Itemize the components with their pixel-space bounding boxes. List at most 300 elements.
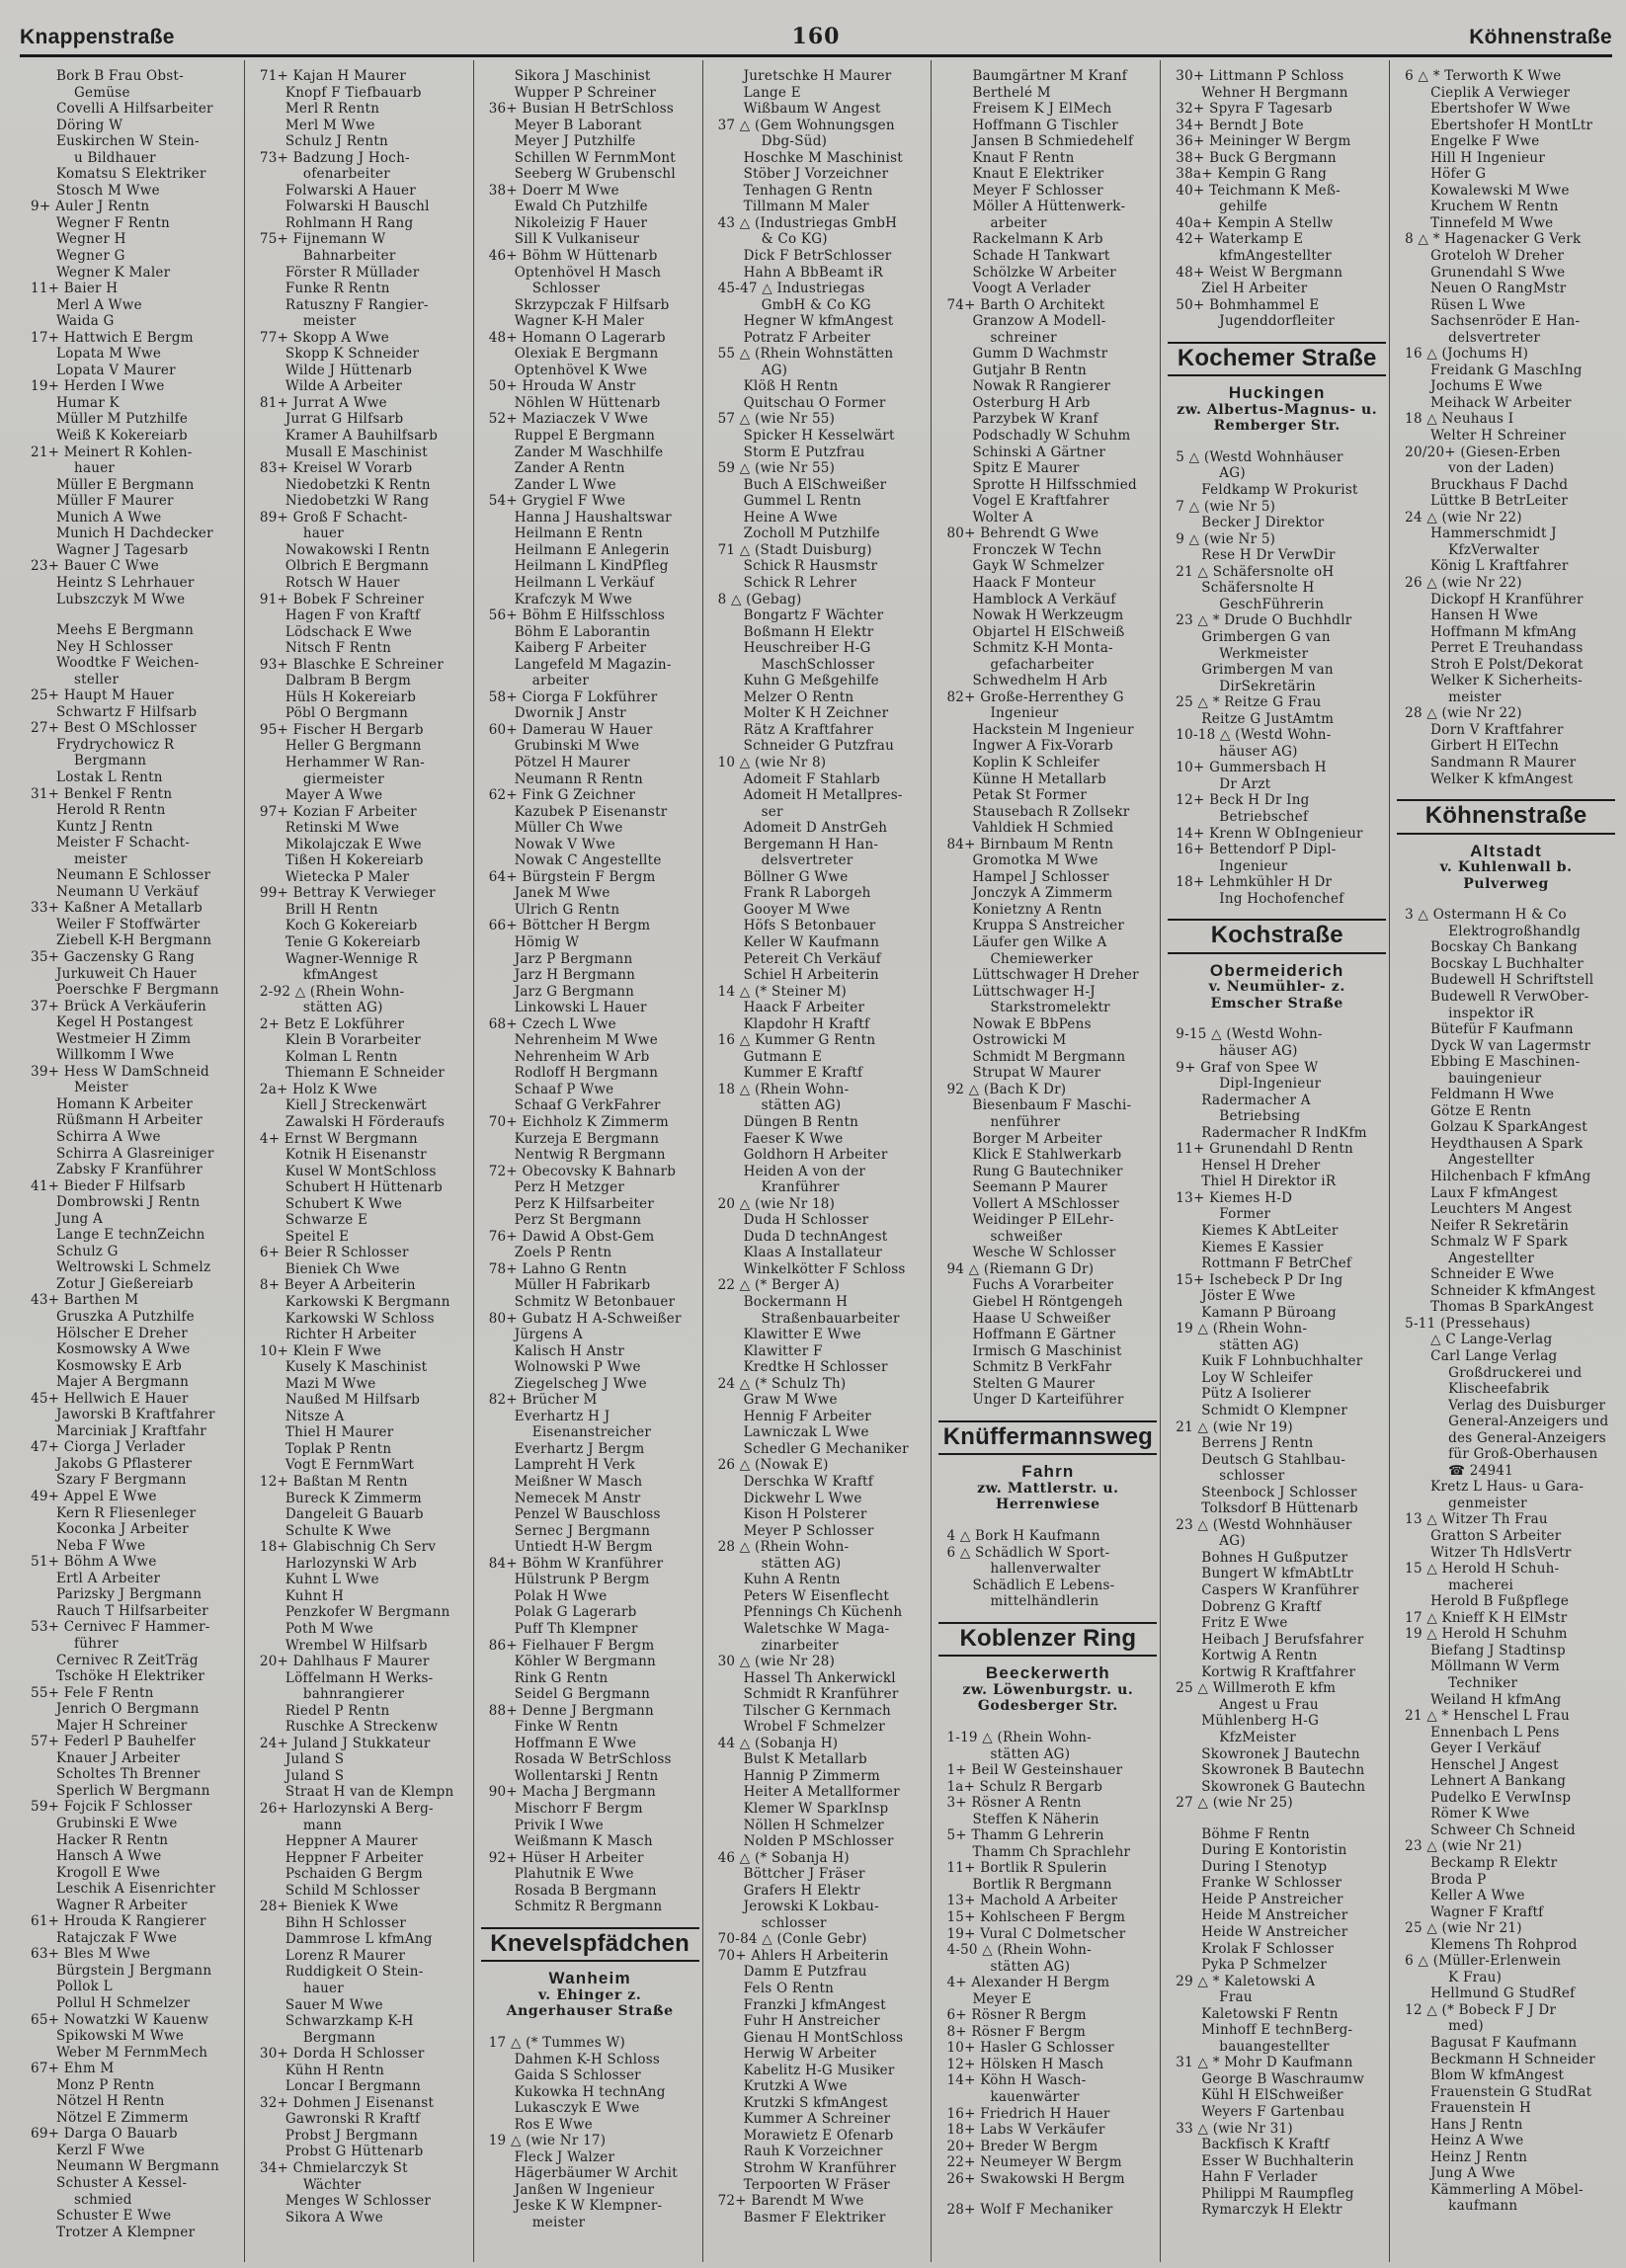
entry-line: Molter K H Zeichner xyxy=(743,705,889,722)
entry-line: 36+ Busian H BetrSchloss xyxy=(488,101,675,118)
entry-line: 44 △ (Sobanja H) xyxy=(717,1735,839,1751)
entry-line: Kosmowsky E Arb xyxy=(56,1357,183,1374)
entry-line: 1-19 △ (Rhein Wohn- xyxy=(946,1729,1092,1745)
entry-line: Schirra A Glasreiniger xyxy=(56,1145,214,1162)
entry-line: 15+ Ischebeck P Dr Ing xyxy=(1176,1271,1343,1288)
entry-continuation-line: & Co KG) xyxy=(761,231,828,248)
entry-line: Jaworski B Kraftfahrer xyxy=(56,1407,215,1423)
entry-continuation-line: AG) xyxy=(1219,1533,1246,1550)
entry-line: Peters W Eisenflecht xyxy=(743,1587,890,1604)
entry-line: Frank R Laborgeh xyxy=(743,885,871,902)
entry-line: 32+ Dohmen J Eisenanst xyxy=(259,2094,435,2111)
entry-line: Merl M Wwe xyxy=(285,117,375,133)
entry-line: Ingwer A Fix-Vorarb xyxy=(972,738,1114,755)
entry-line: Franzki J kfmAngest xyxy=(743,1996,886,2013)
entry-line: Nolden P MSchlosser xyxy=(743,1833,894,1850)
entry-line: 80+ Gubatz H A-Schweißer xyxy=(488,1310,682,1327)
entry-line: Jonczyk A Zimmerm xyxy=(972,885,1113,902)
entry-line: 26+ Swakowski H Bergm xyxy=(946,2170,1125,2187)
entry-line: Biesenbaum F Maschi- xyxy=(972,1097,1132,1114)
entry-line: 18 △ Neuhaus I xyxy=(1405,411,1514,428)
entry-line: Puff Th Klempner xyxy=(514,1620,638,1637)
entry-line: Schade H Tankwart xyxy=(972,248,1110,265)
entry-line: Sernec J Bergmann xyxy=(514,1522,651,1539)
entry-line: Toplak P Rentn xyxy=(285,1440,392,1457)
entry-line: 16 △ (Jochums H) xyxy=(1405,346,1529,363)
entry-line: Lorenz R Maurer xyxy=(285,1947,406,1964)
directory-column xyxy=(931,60,1160,2262)
entry-line: Schmidt M Bergmann xyxy=(972,1048,1126,1065)
entry-line: 3+ Rösner A Rentn xyxy=(946,1795,1082,1812)
entry-line: 27 △ (wie Nr 25) xyxy=(1176,1795,1293,1812)
entry-line: Sachsenröder E Han- xyxy=(1430,313,1581,330)
entry-line: 26 △ (wie Nr 22) xyxy=(1405,574,1522,591)
entry-line: Grimbergen G van xyxy=(1201,628,1331,645)
entry-line: 43 △ (Industriegas GmbH xyxy=(717,214,898,231)
entry-line: Adomeit H Metallpres- xyxy=(743,787,903,804)
entry-line: Hans J Rentn xyxy=(1430,2116,1523,2133)
entry-continuation-line: Klischeefabrik xyxy=(1448,1381,1550,1398)
entry-line: 84+ Birnbaum M Rentn xyxy=(946,836,1114,852)
entry-line: 90+ Macha J Bergmann xyxy=(488,1784,656,1801)
entry-line: 92+ Hüser H Arbeiter xyxy=(488,1849,644,1866)
entry-line: Wegner K Maler xyxy=(56,264,171,281)
entry-line: Klemens Th Rohprod xyxy=(1430,1936,1578,1953)
entry-line: 78+ Lahno G Rentn xyxy=(488,1260,627,1277)
entry-line: Neumann E Schlosser xyxy=(56,867,211,884)
spacer xyxy=(1168,435,1386,449)
entry-line: Ruschke A Streckenw xyxy=(285,1719,439,1736)
entry-line: Tißen H Kokereiarb xyxy=(285,852,424,869)
entry-line: Harlozynski W Arb xyxy=(285,1555,417,1572)
entry-line: Knauer J Arbeiter xyxy=(56,1749,181,1766)
entry-line: 23 △ (Westd Wohnhäuser xyxy=(1176,1516,1352,1533)
entry-line: 71 △ (Stadt Duisburg) xyxy=(717,541,872,558)
entry-line: 82+ Brücher M xyxy=(488,1392,598,1409)
entry-line: Duda H Schlosser xyxy=(743,1212,869,1229)
entry-line: Schulz J Rentn xyxy=(285,133,388,150)
entry-line: Gayk W Schmelzer xyxy=(972,558,1104,575)
entry-line: Hacker R Rentn xyxy=(56,1831,169,1848)
entry-line: Rackelmann K Arb xyxy=(972,231,1103,248)
entry-line: Bihn H Schlosser xyxy=(285,1914,407,1931)
entry-line: Krolak F Schlosser xyxy=(1201,1940,1335,1957)
entry-line: Heide P Anstreicher xyxy=(1201,1891,1343,1907)
entry-line: 92 △ (Bach K Dr) xyxy=(946,1081,1067,1097)
entry-line: Rosada W BetrSchloss xyxy=(514,1751,672,1768)
entry-line: Musall E Maschinist xyxy=(285,444,428,460)
entry-line: Potratz F Arbeiter xyxy=(743,329,871,346)
entry-line: 12 △ (* Bobeck F J Dr xyxy=(1405,2001,1557,2018)
entry-line: 26 △ (Nowak E) xyxy=(717,1457,829,1474)
entry-line: 53+ Cernivec F Hammer- xyxy=(31,1619,210,1636)
entry-line: Henschel J Angest xyxy=(1430,1756,1559,1773)
entry-line: 19 △ Herold H Schuhm xyxy=(1405,1626,1568,1643)
entry-continuation-line: schlosser xyxy=(761,1914,827,1931)
entry-line: Westmeier H Zimm xyxy=(56,1030,192,1047)
entry-line: Kamann P Büroang xyxy=(1201,1304,1337,1321)
entry-continuation-line: nenführer xyxy=(990,1114,1061,1130)
entry-line: Parizsky J Bergmann xyxy=(56,1586,203,1603)
entry-line: Damm E Putzfrau xyxy=(743,1964,867,1981)
entry-line: Hensel H Dreher xyxy=(1201,1157,1321,1174)
entry-line: 10+ Gummersbach H xyxy=(1176,760,1327,776)
entry-line: 54+ Grygiel F Wwe xyxy=(488,493,626,510)
entry-line: Geyer I Verkäuf xyxy=(1430,1741,1541,1757)
entry-line: Perz H Metzger xyxy=(514,1179,625,1196)
entry-line: Fritz E Wwe xyxy=(1201,1615,1288,1632)
entry-line: 45+ Hellwich E Hauer xyxy=(31,1390,189,1407)
entry-line: Knaut F Rentn xyxy=(972,149,1075,166)
entry-line: Skopp K Schneider xyxy=(285,346,420,363)
entry-line: 24+ Juland J Stukkateur xyxy=(259,1735,431,1751)
district-subnote: Remberger Str. xyxy=(1213,418,1341,435)
entry-line: 80+ Behrendt G Wwe xyxy=(946,526,1099,542)
entry-line: Bongartz F Wächter xyxy=(743,608,884,624)
entry-line: Heppner F Arbeiter xyxy=(285,1849,424,1866)
entry-line: Neumann U Verkäuf xyxy=(56,883,199,900)
entry-line: Borger M Arbeiter xyxy=(972,1130,1102,1147)
entry-line: Wolnowski P Wwe xyxy=(514,1359,641,1376)
entry-continuation-line: genmeister xyxy=(1448,1495,1527,1511)
street-heading: Knevelspfädchen xyxy=(481,1927,699,1963)
entry-line: Schubert H Hüttenarb xyxy=(285,1179,444,1196)
entry-line: Schneider E Wwe xyxy=(1430,1266,1555,1283)
entry-line: 31 △ * Mohr D Kaufmann xyxy=(1176,2055,1353,2071)
entry-continuation-line: GmbH & Co KG xyxy=(761,296,871,313)
entry-line: Heuschreiber H-G xyxy=(743,640,871,657)
entry-line: 71+ Kajan H Maurer xyxy=(259,68,407,84)
entry-line: Nitsze A xyxy=(285,1408,345,1424)
entry-line: 8 △ * Hagenacker G Verk xyxy=(1405,231,1582,248)
entry-line: Covelli A Hilfsarbeiter xyxy=(56,101,213,118)
entry-line: Nowakowski I Rentn xyxy=(285,541,431,558)
entry-line: Thomas B SparkAngest xyxy=(1430,1299,1594,1316)
entry-line: König L Kraftfahrer xyxy=(1430,558,1569,575)
entry-line: Backfisch K Kraftf xyxy=(1201,2137,1330,2153)
entry-line: Gratton S Arbeiter xyxy=(1430,1528,1562,1545)
directory-column xyxy=(244,60,473,2262)
entry-line: Nötzel H Rentn xyxy=(56,2093,165,2110)
district-subnote: Herrenwiese xyxy=(996,1497,1100,1513)
entry-line: Duda D technAngest xyxy=(743,1228,888,1245)
entry-continuation-line: delsvertreter xyxy=(1448,329,1541,346)
entry-line: Karkowski K Bergmann xyxy=(285,1294,450,1311)
entry-line: Finke W Rentn xyxy=(514,1719,618,1736)
entry-line: Lostak L Rentn xyxy=(56,769,163,785)
entry-line: Hölscher E Dreher xyxy=(56,1325,188,1341)
entry-line: 94 △ (Riemann G Dr) xyxy=(946,1260,1095,1277)
entry-continuation-line: meister xyxy=(74,850,127,867)
entry-line: Menges W Schlosser xyxy=(285,2193,432,2210)
entry-line: Beckamp R Elektr xyxy=(1430,1854,1558,1871)
entry-line: Reitze G JustAmtm xyxy=(1201,710,1335,727)
entry-line: Strohm W Kranführer xyxy=(743,2160,897,2176)
entry-line: Kretz L Haus- u Gara- xyxy=(1430,1479,1585,1496)
entry-continuation-line: med) xyxy=(1448,2018,1484,2035)
entry-line: Buch A ElSchweißer xyxy=(743,476,887,493)
entry-continuation-line: gefacharbeiter xyxy=(990,656,1095,673)
entry-line: Schweer Ch Schneid xyxy=(1430,1822,1576,1838)
entry-line: 91+ Bobek F Schreiner xyxy=(259,591,425,608)
entry-line: Poerschke F Bergmann xyxy=(56,982,219,999)
entry-continuation-line: für Groß-Oberhausen xyxy=(1448,1446,1598,1463)
entry-line: Hoffmann M kfmAng xyxy=(1430,623,1578,640)
entry-line: Voogt A Verlader xyxy=(972,281,1092,297)
entry-line: 12+ Beck H Dr Ing xyxy=(1176,792,1310,809)
entry-line: Kiell J Streckenwärt xyxy=(285,1097,427,1114)
entry-line: Mazi M Wwe xyxy=(285,1375,376,1392)
entry-line: Gruszka A Putzhilfe xyxy=(56,1309,195,1326)
entry-continuation-line: Werkmeister xyxy=(1219,645,1309,662)
entry-line: Kusel W MontSchloss xyxy=(285,1163,437,1179)
entry-line: Haack F Arbeiter xyxy=(743,1000,865,1016)
entry-line: Steenbock J Schlosser xyxy=(1201,1484,1357,1500)
entry-line: 11+ Grunendahl D Rentn xyxy=(1176,1141,1353,1158)
entry-line: Monz P Rentn xyxy=(56,2076,155,2093)
entry-continuation-line: meister xyxy=(302,313,357,330)
entry-line: Willkomm I Wwe xyxy=(56,1047,175,1064)
directory-column xyxy=(16,60,244,2262)
header-street-left: Knappenstraße xyxy=(20,26,175,48)
entry-line: Hennig F Arbeiter xyxy=(743,1408,871,1424)
entry-line: 36+ Meininger W Bergm xyxy=(1176,133,1351,150)
entry-line: Rauh K Vorzeichner xyxy=(743,2144,883,2160)
entry-line: Scholtes Th Brenner xyxy=(56,1766,201,1783)
entry-line: Vogt E FernmWart xyxy=(285,1457,415,1474)
entry-line: Schmidt R Kranführer xyxy=(743,1686,899,1703)
entry-line: Broda P xyxy=(1430,1871,1487,1888)
entry-line: Ennenbach L Pens xyxy=(1430,1724,1560,1741)
entry-continuation-line: führer xyxy=(74,1635,119,1652)
entry-line: Hilchenbach F kfmAng xyxy=(1430,1169,1591,1184)
entry-line: Nöhlen W Hüttenarb xyxy=(514,394,661,411)
entry-line: Klöß H Rentn xyxy=(743,378,839,395)
entry-line: Wollentarski J Rentn xyxy=(514,1767,659,1784)
entry-line: 41+ Bieder F Hilfsarb xyxy=(31,1177,186,1194)
entry-line: Derschka W Kraftf xyxy=(743,1474,873,1491)
entry-continuation-line: inspektor iR xyxy=(1448,1005,1534,1021)
entry-line: Keller W Kaufmann xyxy=(743,933,880,950)
entry-line: Kortwig A Rentn xyxy=(1201,1648,1318,1664)
entry-line: Zander M Waschhilfe xyxy=(514,444,664,460)
entry-line: Zoels P Rentn xyxy=(514,1245,612,1261)
entry-line: Wagner R Arbeiter xyxy=(56,1897,188,1913)
entry-line: Heinz A Wwe xyxy=(1430,2133,1524,2149)
entry-line: 1+ Beil W Gesteinshauer xyxy=(946,1762,1123,1779)
entry-line: Zocholl M Putzhilfe xyxy=(743,526,880,542)
entry-line: 65+ Nowatzki W Kauenw xyxy=(31,2011,209,2028)
entry-line: Förster R Müllader xyxy=(285,264,420,281)
entry-line: Neuen O RangMstr xyxy=(1430,281,1567,297)
entry-line: Schick R Lehrer xyxy=(743,574,857,591)
entry-line: Grubinski M Wwe xyxy=(514,738,640,755)
entry-line: 49+ Appel E Wwe xyxy=(31,1489,157,1505)
entry-line: 68+ Czech L Wwe xyxy=(488,1015,616,1032)
entry-line: 37 △ (Gem Wohnungsgen xyxy=(717,117,895,133)
entry-line: 45-47 △ Industriegas xyxy=(717,281,865,297)
entry-line: Kurzeja E Bergmann xyxy=(514,1130,660,1147)
entry-line: Frauenstein H xyxy=(1430,2100,1532,2117)
entry-line: 19+ Herden I Wwe xyxy=(31,378,165,395)
entry-line: 2-92 △ (Rhein Wohn- xyxy=(259,983,405,1000)
entry-line: Hackstein M Ingenieur xyxy=(972,721,1134,738)
entry-continuation-line: häuser AG) xyxy=(1219,743,1298,760)
entry-line: 4-50 △ (Rhein Wohn- xyxy=(946,1942,1092,1959)
entry-line: Dickopf H Kranführer xyxy=(1430,591,1584,608)
entry-line: Dammrose L kfmAng xyxy=(285,1931,433,1948)
entry-line: Merl R Rentn xyxy=(285,101,380,118)
columns xyxy=(16,60,1618,2262)
entry-line: Meyer P Schlosser xyxy=(743,1522,874,1539)
entry-line: Pudelko E VerwInsp xyxy=(1430,1789,1572,1806)
entry-line: Nowak H Werkzeugm xyxy=(972,608,1124,624)
entry-line: Welter H Schreiner xyxy=(1430,428,1567,445)
entry-line: Ratajczak F Wwe xyxy=(56,1929,178,1946)
district-heading: Beeckerwerth xyxy=(985,1663,1110,1683)
entry-line: 23 △ * Drude O Buchhdlr xyxy=(1176,612,1352,629)
entry-line: Hoffmann E Gärtner xyxy=(972,1327,1116,1343)
entry-line: Laux F kfmAngest xyxy=(1430,1184,1558,1201)
entry-line: Irmisch G Maschinist xyxy=(972,1342,1122,1359)
directory-column xyxy=(702,60,932,2262)
entry-line: Lawniczak L Wwe xyxy=(743,1424,869,1441)
entry-line: Rink G Rentn xyxy=(514,1669,609,1686)
entry-line: Jeske K W Klempner- xyxy=(514,2198,663,2215)
entry-line: Stelten G Maurer xyxy=(972,1375,1096,1392)
entry-line: Herold B Fußpflege xyxy=(1430,1593,1570,1610)
entry-line: 61+ Hrouda K Rangierer xyxy=(31,1913,206,1930)
entry-line: Lüttke B BetrLeiter xyxy=(1430,493,1569,510)
entry-line: 5 △ (Westd Wohnhäuser xyxy=(1176,448,1343,465)
entry-line: Humar K xyxy=(56,394,120,411)
entry-line: Fels O Rentn xyxy=(743,1980,835,1996)
entry-line: 9+ Auler J Rentn xyxy=(31,199,150,215)
district-subnote: zw. Albertus-Magnus- u. xyxy=(1177,401,1378,418)
entry-line: Niedobetzki W Rang xyxy=(285,493,430,510)
entry-line: Podschadly W Schuhm xyxy=(972,428,1131,445)
entry-line: Kegel H Postangest xyxy=(56,1014,194,1031)
entry-line: Lampreht H Verk xyxy=(514,1457,635,1474)
entry-line: Groteloh W Dreher xyxy=(1430,248,1565,265)
entry-line: Schulte K Wwe xyxy=(285,1522,392,1539)
entry-line: Pötzel H Maurer xyxy=(514,754,630,770)
entry-line: 43+ Barthen M xyxy=(31,1292,139,1309)
entry-line: Heilmann E Rentn xyxy=(514,526,643,542)
entry-continuation-line: Straßenbauarbeiter xyxy=(761,1310,900,1327)
entry-continuation-line: Dbg-Süd) xyxy=(761,133,828,150)
entry-line: Bergemann H Han- xyxy=(743,836,879,852)
entry-line: Kiemes K AbtLeiter xyxy=(1201,1223,1339,1239)
entry-line: Koch G Kokereiarb xyxy=(285,918,418,934)
entry-continuation-line: bauingenieur xyxy=(1448,1070,1542,1087)
entry-line: Wegner H xyxy=(56,231,126,248)
entry-line: Gummel L Rentn xyxy=(743,493,861,510)
entry-line: Becker J Direktor xyxy=(1201,515,1325,531)
entry-line: Dalbram B Bergm xyxy=(285,673,412,689)
entry-line: Köhler W Bergmann xyxy=(514,1654,656,1670)
entry-line: Bürgstein J Bergmann xyxy=(56,1962,212,1979)
entry-line: Meister F Schacht- xyxy=(56,835,191,851)
page-number: 160 xyxy=(791,24,841,49)
entry-line: 99+ Bettray K Verwieger xyxy=(259,885,436,902)
entry-line: Heilmann L Verkäuf xyxy=(514,574,655,591)
entry-line: Girbert H ElTechn xyxy=(1430,738,1559,755)
entry-line: Rauch T Hilfsarbeiter xyxy=(56,1602,208,1619)
entry-line: Caspers W Kranführer xyxy=(1201,1582,1359,1599)
entry-line: Folwarski A Hauer xyxy=(285,182,416,199)
entry-continuation-line: hauer xyxy=(302,1980,344,1996)
entry-line: Frydrychowicz R xyxy=(56,736,175,753)
entry-line: Komatsu S Elektriker xyxy=(56,166,206,183)
entry-line: 1a+ Schulz R Bergarb xyxy=(946,1778,1103,1795)
entry-line: Carl Lange Verlag xyxy=(1430,1348,1558,1365)
entry-line: Wesche W Schlosser xyxy=(972,1245,1116,1261)
entry-line: Fleck J Walzer xyxy=(514,2148,615,2165)
entry-line: 20+ Dahlhaus F Maurer xyxy=(259,1654,430,1670)
entry-line: Baumgärtner M Kranf xyxy=(972,68,1128,84)
entry-line: 59 △ (wie Nr 55) xyxy=(717,460,836,477)
district-subnote: zw. Löwenburgstr. u. xyxy=(962,1681,1134,1698)
entry-line: Lopata V Maurer xyxy=(56,362,176,378)
entry-line: Radermacher R IndKfm xyxy=(1201,1124,1367,1141)
entry-line: Zotur J Gießereiarb xyxy=(56,1275,194,1292)
entry-line: Krogoll E Wwe xyxy=(56,1864,161,1881)
entry-line: Kruchem W Rentn xyxy=(1430,199,1559,215)
district-heading: Altstadt xyxy=(1470,841,1543,860)
entry-line: Klawitter E Wwe xyxy=(743,1327,861,1343)
entry-line: 28+ Bieniek K Wwe xyxy=(259,1899,399,1915)
entry-line: Bocskay L Buchhalter xyxy=(1430,955,1584,972)
entry-continuation-line: Techniker xyxy=(1448,1674,1518,1691)
entry-continuation-line: Chemiewerker xyxy=(990,950,1094,967)
entry-line: Schmitz B VerkFahr xyxy=(972,1359,1112,1376)
entry-line: Perz St Bergmann xyxy=(514,1212,642,1229)
entry-line: Wagner F Kraftf xyxy=(1430,1904,1544,1920)
entry-line: Sikora J Maschinist xyxy=(514,68,651,84)
entry-line: Bohnes H Gußputzer xyxy=(1201,1549,1348,1566)
entry-line: 16+ Friedrich H Hauer xyxy=(946,2105,1110,2122)
entry-continuation-line: schmied xyxy=(74,2191,132,2208)
entry-line: Schillen W FernmMont xyxy=(514,149,676,166)
entry-line: Kummer A Schreiner xyxy=(743,2111,891,2128)
entry-line: 17 △ Knieff K H ElMstr xyxy=(1405,1609,1568,1626)
entry-line: Schwartz F Hilfsarb xyxy=(56,703,198,720)
entry-continuation-line: Eisenanstreicher xyxy=(531,1424,652,1441)
entry-line: 2+ Betz E Lokführer xyxy=(259,1015,405,1032)
entry-line: Niedobetzki K Rentn xyxy=(285,476,431,493)
entry-continuation-line: Dipl-Ingenieur xyxy=(1219,1076,1322,1093)
entry-continuation-line: Angestellter xyxy=(1448,1152,1535,1169)
entry-line: 8+ Beyer A Arbeiterin xyxy=(259,1277,416,1294)
entry-continuation-line: mittelhändlerin xyxy=(990,1593,1099,1610)
entry-line: Heilmann E Anlegerin xyxy=(514,541,670,558)
entry-line: Ebertshofer H MontLtr xyxy=(1430,117,1593,133)
entry-line: Wilde A Arbeiter xyxy=(285,378,403,395)
entry-line: Weltrowski L Schmelz xyxy=(56,1259,211,1276)
entry-line: Ratuszny F Rangier- xyxy=(285,296,429,313)
entry-line: Langefeld M Magazin- xyxy=(514,656,672,673)
entry-continuation-line: mann xyxy=(302,1817,343,1833)
entry-line: Hansch A Wwe xyxy=(56,1848,162,1865)
entry-line: 60+ Damerau W Hauer xyxy=(488,721,653,738)
entry-line: Sprotte H Hilfsschmied xyxy=(972,476,1137,493)
entry-line: 6 △ * Terworth K Wwe xyxy=(1405,68,1562,84)
entry-line: Jakobs G Pflasterer xyxy=(56,1455,193,1472)
entry-line: 34+ Chmielarczyk St xyxy=(259,2160,408,2176)
entry-line: Probst G Hüttenarb xyxy=(285,2144,424,2160)
entry-line: 34+ Berndt J Bote xyxy=(1176,117,1304,133)
